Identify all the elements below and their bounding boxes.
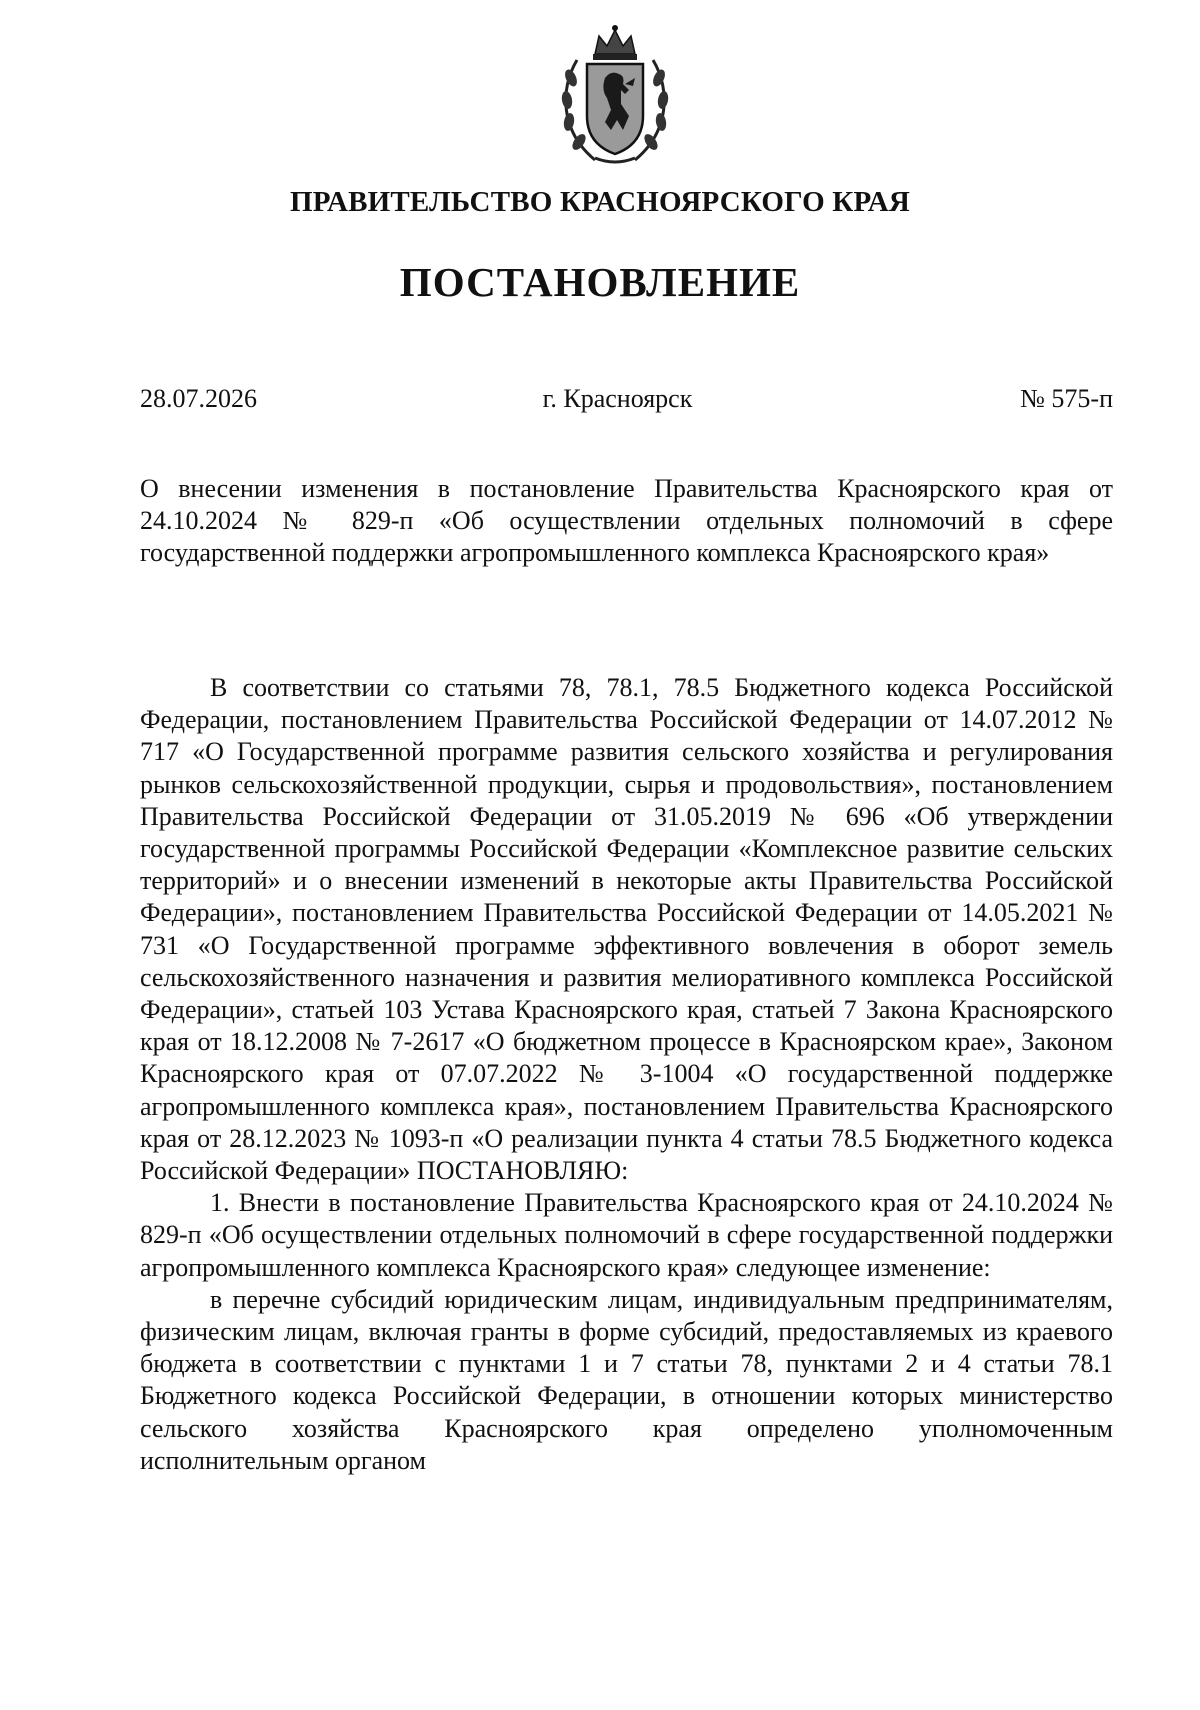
paragraph-amendment: в перечне субсидий юридическим лицам, индивидуальным предпринимателям, физическим лицам, включая гранты в форме субсидий, предоставляемых из краевого бюджета в соответствии с пунктами 1 и 7 статьи 78, пунктами 2 и 4 статьи 78.1 Бюджетного кодекса Российской Федерации, в отношении которых министерство сельского хозяйства Красноярского края определено уполномоченным исполнительным органом [140,1284,1113,1475]
document-type-title: ПОСТАНОВЛЕНИЕ [399,259,801,305]
document-city: г. Красноярск [542,384,693,413]
document-number: № 575-п [1020,384,1113,413]
coat-of-arms-icon [555,20,675,170]
document-body [140,672,1113,1477]
document-subject: О внесении изменения в постановление Правительства Красноярского края от 24.10.2024 № 829-п «Об осуществлении отдельных полномочий в сфере государственной поддержки агропромышленного комплекса Красноярского края» [140,474,1113,567]
organization-title: ПРАВИТЕЛЬСТВО КРАСНОЯРСКОГО КРАЯ [289,186,911,218]
paragraph-preamble: В соответствии со статьями 78, 78.1, 78.5 Бюджетного кодекса Российской Федерации, постановлением Правительства Российской Федерации от 14.07.2012 № 717 «О Государственной программе развития сельского хозяйства и регулирования рынков сельскохозяйственной продукции, сырья и продовольствия», постановлением Правительства Российской Федерации от 31.05.2019 № 696 «Об утверждении государственной программы Российской Федерации «Комплексное развитие сельских территорий» и о внесении изменений в некоторые акты Правительства Российской Федерации», постановлением Правительства Российской Федерации от 14.05.2021 № 731 «О Государственной программе эффективного вовлечения в оборот земель сельскохозяйственного назначения и развития мелиоративного комплекса Российской Федерации», статьей 103 Устава Красноярского края, статьей 7 Закона Красноярского края от 18.12.2008 № 7-2617 «О бюджетном процессе в Красноярском крае», Законом Красноярского края от 07.07.2022 № 3-1004 «О государственной поддержке агропромышленного комплекса края», постановлением Правительства Красноярского края от 28.12.2023 № 1093-п «О реализации пункта 4 статьи 78.5 Бюджетного кодекса Российской Федерации» ПОСТАНОВЛЯЮ: [140,673,1113,1186]
document-date: 28.07.2026 [140,384,257,413]
paragraph-item-1: 1. Внести в постановление Правительства Красноярского края от 24.10.2024 № 829-п «Об осуществлении отдельных полномочий в сфере государственной поддержки агропромышленного комплекса Красноярского края» следующее изменение: [140,1188,1113,1282]
